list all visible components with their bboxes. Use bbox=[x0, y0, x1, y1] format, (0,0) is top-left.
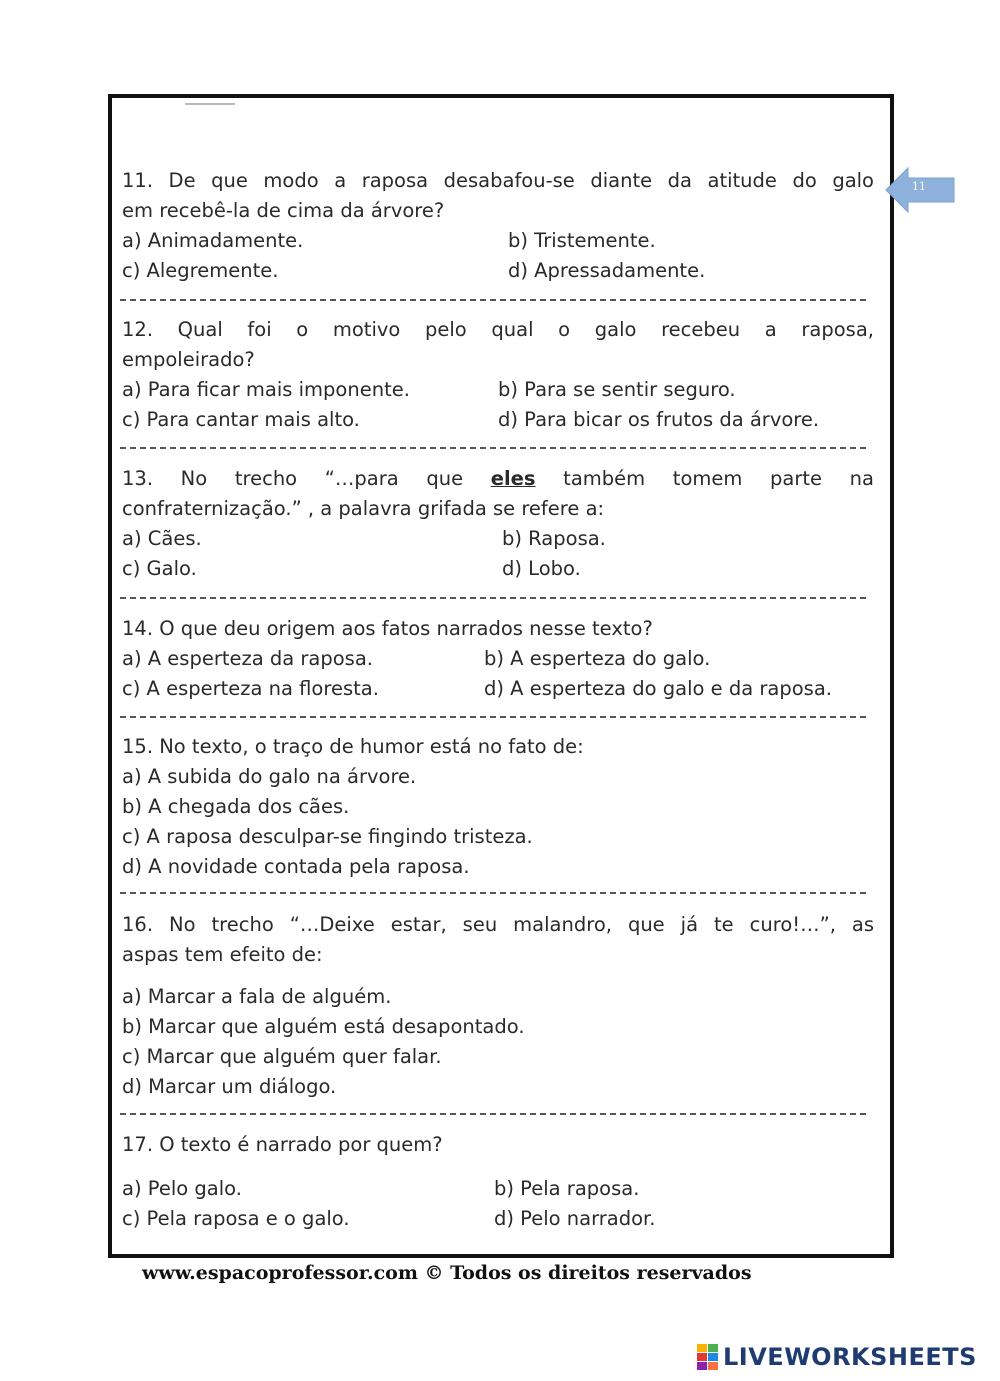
option-b[interactable]: b) Raposa. bbox=[502, 527, 606, 550]
question-16 bbox=[122, 910, 874, 1102]
question-stem: em recebê-la de cima da árvore? bbox=[122, 199, 445, 222]
option-b[interactable]: b) Para se sentir seguro. bbox=[498, 378, 736, 401]
option-d[interactable]: d) A esperteza do galo e da raposa. bbox=[484, 677, 832, 700]
option-c[interactable]: c) Alegremente. bbox=[122, 259, 279, 282]
option-c[interactable]: c) Galo. bbox=[122, 557, 197, 580]
question-11 bbox=[122, 166, 874, 286]
dashed-separator bbox=[120, 716, 866, 718]
question-stem: 15. No texto, o traço de humor está no fato de: bbox=[122, 735, 584, 758]
question-stem: aspas tem efeito de: bbox=[122, 943, 323, 966]
question-17 bbox=[122, 1130, 874, 1234]
option-d[interactable]: d) Marcar um diálogo. bbox=[122, 1075, 337, 1098]
dashed-separator bbox=[120, 892, 866, 894]
option-a[interactable]: a) Marcar a fala de alguém. bbox=[122, 985, 392, 1008]
option-c[interactable]: c) Para cantar mais alto. bbox=[122, 408, 360, 431]
option-c[interactable]: c) Marcar que alguém quer falar. bbox=[122, 1045, 442, 1068]
option-d[interactable]: d) Pelo narrador. bbox=[494, 1207, 656, 1230]
stem-text: também tomem parte na bbox=[535, 467, 874, 490]
copyright-footer: www.espacoprofessor.com © Todos os direitos reservados bbox=[142, 1262, 752, 1284]
option-d[interactable]: d) Para bicar os frutos da árvore. bbox=[498, 408, 820, 431]
option-a[interactable]: a) Cães. bbox=[122, 527, 202, 550]
question-stem: 16. No trecho “…Deixe estar, seu malandro, que já te curo!…”, as bbox=[122, 913, 874, 936]
option-a[interactable]: a) A subida do galo na árvore. bbox=[122, 765, 417, 788]
option-b[interactable]: b) A esperteza do galo. bbox=[484, 647, 711, 670]
question-stem: empoleirado? bbox=[122, 348, 255, 371]
dashed-separator bbox=[120, 597, 866, 599]
option-b[interactable]: b) Pela raposa. bbox=[494, 1177, 640, 1200]
option-a[interactable]: a) Animadamente. bbox=[122, 229, 304, 252]
dashed-separator bbox=[120, 299, 866, 301]
question-12 bbox=[122, 315, 874, 435]
top-mark bbox=[185, 103, 235, 105]
option-c[interactable]: c) A raposa desculpar-se fingindo tristeza. bbox=[122, 825, 533, 848]
option-b[interactable]: b) A chegada dos cães. bbox=[122, 795, 350, 818]
question-stem: 14. O que deu origem aos fatos narrados nesse texto? bbox=[122, 617, 653, 640]
question-15 bbox=[122, 732, 874, 882]
dashed-separator bbox=[120, 447, 866, 449]
option-d[interactable]: d) A novidade contada pela raposa. bbox=[122, 855, 470, 878]
option-a[interactable]: a) Para ficar mais imponente. bbox=[122, 378, 410, 401]
option-d[interactable]: d) Lobo. bbox=[502, 557, 581, 580]
question-13 bbox=[122, 464, 874, 584]
liveworksheets-brand[interactable] bbox=[697, 1341, 977, 1373]
question-stem: 12. Qual foi o motivo pelo qual o galo recebeu a raposa, bbox=[122, 318, 874, 341]
option-a[interactable]: a) A esperteza da raposa. bbox=[122, 647, 373, 670]
option-b[interactable]: b) Tristemente. bbox=[508, 229, 656, 252]
question-stem bbox=[122, 464, 874, 494]
underlined-word: eles bbox=[490, 467, 536, 490]
question-stem: confraternização.” , a palavra grifada se refere a: bbox=[122, 497, 605, 520]
stem-text: 13. No trecho “…para que bbox=[122, 467, 491, 490]
dashed-separator bbox=[120, 1113, 866, 1115]
option-b[interactable]: b) Marcar que alguém está desapontado. bbox=[122, 1015, 525, 1038]
option-d[interactable]: d) Apressadamente. bbox=[508, 259, 706, 282]
liveworksheets-logo-icon bbox=[697, 1344, 719, 1370]
question-14 bbox=[122, 614, 874, 704]
option-c[interactable]: c) Pela raposa e o galo. bbox=[122, 1207, 350, 1230]
question-stem: 17. O texto é narrado por quem? bbox=[122, 1133, 443, 1156]
option-c[interactable]: c) A esperteza na floresta. bbox=[122, 677, 379, 700]
question-stem: 11. De que modo a raposa desabafou-se diante da atitude do galo bbox=[122, 169, 874, 192]
arrow-badge-number: 11 bbox=[912, 180, 926, 193]
option-a[interactable]: a) Pelo galo. bbox=[122, 1177, 242, 1200]
brand-name: LIVEWORKSHEETS bbox=[723, 1343, 977, 1371]
